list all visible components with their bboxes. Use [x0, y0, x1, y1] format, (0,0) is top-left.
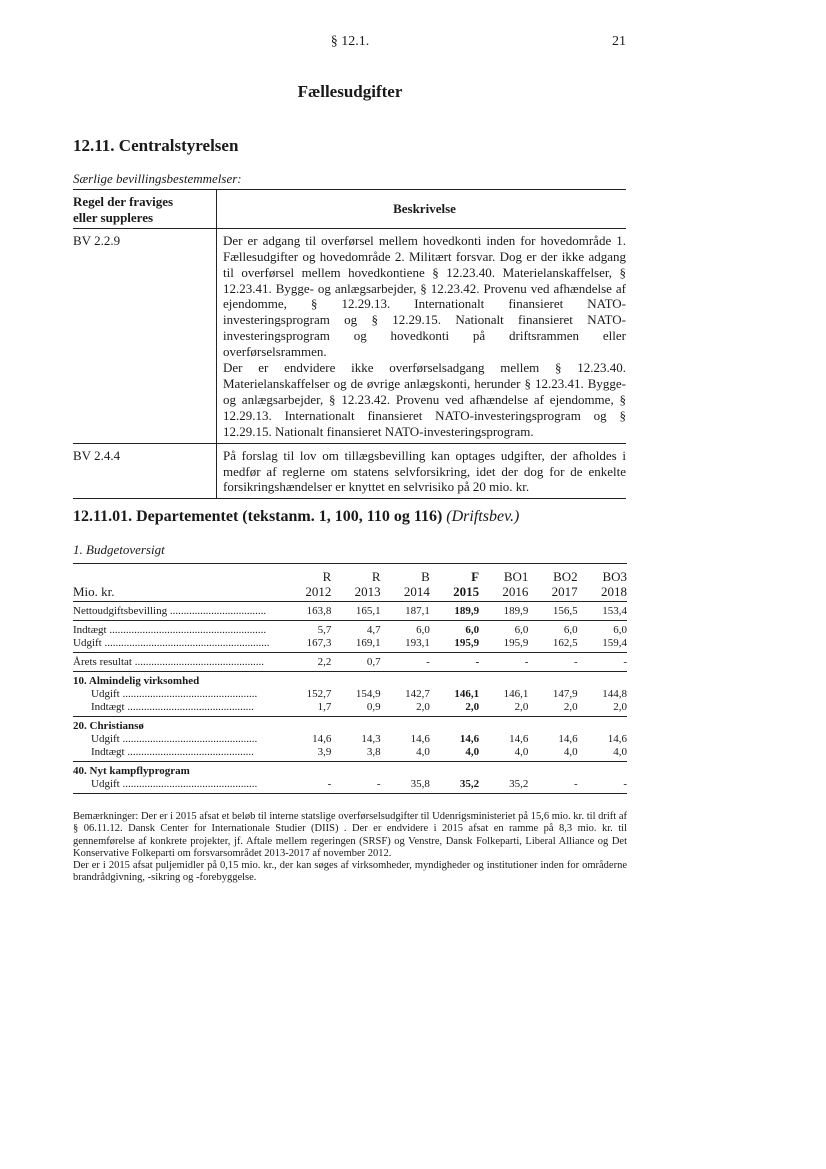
cell: 152,7	[306, 688, 332, 700]
section-title: 12.11. Centralstyrelsen	[73, 136, 239, 155]
subsection-title-tag: (Driftsbev.)	[446, 508, 520, 525]
cell: 6,0	[613, 624, 627, 636]
cell: 146,1	[454, 688, 480, 700]
cell: 14,6	[312, 733, 332, 745]
cell: 4,0	[578, 746, 627, 762]
description-cell	[217, 228, 627, 443]
row-label: Udgift .................................................	[91, 733, 258, 745]
cell: 147,9	[552, 688, 578, 700]
cell: 193,1	[381, 637, 430, 653]
cell: -	[578, 653, 627, 672]
cell: -	[578, 778, 627, 794]
cell: 0,9	[331, 701, 380, 717]
cell: 35,8	[381, 778, 430, 794]
page-title: Fællesudgifter	[297, 82, 403, 101]
col-header-beskrivelse: Beskrivelse	[217, 190, 627, 229]
cell: -	[430, 653, 479, 672]
col-year: 2017	[528, 584, 577, 602]
table-row	[73, 733, 627, 746]
cell: 165,1	[331, 602, 380, 621]
description-paragraph: Der er endvidere ikke overførselsadgang mellem § 12.23.40. Materielanskaffelser og de øvrige anlægskonti, herunder § 12.23.41. Bygge- og anlægsarbejder, § 12.23.42. Provenu ved afhændelse af ejendomme, § 12.29.13. Internationalt finansieret NATO-investeringsprogram og § 12.29.15. Nationalt finansieret NATO-investeringsprogram.	[223, 360, 626, 439]
cell: 35,2	[430, 778, 479, 794]
table-row	[73, 637, 627, 653]
description-paragraph: Der er adgang til overførsel mellem hovedkonti inden for hovedområde 1. Fællesudgifter og hovedområde 2. Militært forsvar. Dog er der ikke adgang til overførsel mellem hovedkontiene § 12.23.40. Materielanskaffelser, § 12.23.41. Bygge- og anlægsarbejder, § 12.23.42. Provenu ved afhændelse af ejendomme, § 12.29.13. Internationalt finansieret NATO-investeringsprogram og § 12.29.15. Nationalt finansieret NATO-investeringsprogram og hovedkonti på driftsrammen eller overførselsrammen.	[223, 232, 626, 360]
cell: -	[381, 653, 430, 672]
col-header-regel-line2: eller suppleres	[73, 209, 154, 225]
col-type: BO2	[553, 569, 578, 584]
cell: 146,1	[503, 688, 529, 700]
group-title-row	[73, 672, 627, 689]
col-type: BO3	[602, 569, 627, 584]
cell: 144,8	[602, 688, 627, 700]
cell: 189,9	[430, 602, 479, 621]
cell: 6,0	[563, 624, 578, 636]
bevilling-row	[73, 443, 626, 499]
budget-year-row	[73, 584, 627, 602]
cell: 14,3	[361, 733, 381, 745]
cell: 5,7	[317, 624, 332, 636]
col-header-regel	[73, 190, 217, 229]
budget-table	[73, 563, 627, 794]
cell: 169,1	[331, 637, 380, 653]
cell: 2,0	[430, 701, 479, 717]
cell: 6,0	[514, 624, 529, 636]
budget-type-row	[73, 569, 627, 584]
running-header-section: § 12.1.	[330, 34, 370, 49]
cell: 189,9	[479, 602, 528, 621]
cell: 3,9	[282, 746, 331, 762]
table-row	[73, 778, 627, 794]
cell: 2,0	[578, 701, 627, 717]
row-label: Indtægt ..............................................	[73, 746, 282, 762]
group-title: 40. Nyt kampflyprogram	[73, 765, 190, 777]
col-year: 2012	[282, 584, 331, 602]
cell: 14,6	[410, 733, 430, 745]
rule-cell: BV 2.4.4	[73, 447, 121, 463]
table-row	[73, 602, 627, 621]
note-paragraph: Bemærkninger: Der er i 2015 afsat et beløb til interne statslige overførselsudgifter til Udenrigsministeriet på 15,6 mio. kr. til drift af § 06.11.12. Dansk Center for Internationale Studier (DIIS) . Der er endvidere i 2015 afsat en ramme på 8,3 mio. kr. til gennemførelse af konkrete projekter, jf. Aftale mellem regeringen (SRSF) og Venstre, Dansk Folkeparti, Liberal Alliance og Det Konservative Folkeparti om forsvarsområdet 2013-2017 af november 2012.	[73, 811, 627, 859]
description-paragraph: På forslag til lov om tillægsbevilling kan optages udgifter, der afholdes i medfør af reglerne om statens selvforsikring, idet der dog for de enkelte forsikringshændelser er knyttet en selvrisiko på 20 mio. kr.	[223, 447, 626, 495]
col-header-regel-line1: Regel der fraviges	[73, 194, 174, 209]
col-type: B	[421, 569, 430, 584]
cell: 156,5	[528, 602, 577, 621]
row-label: Udgift ............................................................	[73, 637, 282, 653]
cell: 35,2	[479, 778, 528, 794]
cell: 159,4	[578, 637, 627, 653]
budget-notes	[73, 811, 627, 885]
cell: 14,6	[509, 733, 529, 745]
bevilling-subheading: Særlige bevillingsbestemmelser:	[73, 171, 242, 186]
cell: 6,0	[416, 624, 430, 636]
cell: 195,9	[430, 637, 479, 653]
cell: 2,2	[282, 653, 331, 672]
cell: 142,7	[405, 688, 430, 700]
group-title-row	[73, 762, 627, 779]
cell: 195,9	[479, 637, 528, 653]
cell: -	[282, 778, 331, 794]
cell: -	[528, 653, 577, 672]
cell: 162,5	[528, 637, 577, 653]
cell: 4,0	[381, 746, 430, 762]
cell: -	[528, 778, 577, 794]
col-type: R	[371, 569, 381, 584]
cell: 153,4	[578, 602, 627, 621]
row-label: Udgift .................................................	[91, 688, 258, 700]
bevilling-header-row	[73, 190, 626, 229]
cell: 14,6	[607, 733, 627, 745]
row-label: Udgift .................................................	[73, 778, 282, 794]
note-paragraph: Der er i 2015 afsat puljemidler på 0,15 mio. kr., der kan søges af virksomheder, myndigheder og institutioner inden for områderne brandrådgivning, -sikring og -forebyggelse.	[73, 860, 627, 884]
col-year: 2014	[381, 584, 430, 602]
cell: 4,0	[479, 746, 528, 762]
subsection-title	[73, 508, 519, 526]
cell: 6,0	[465, 624, 480, 636]
cell: -	[331, 778, 380, 794]
row-label: Indtægt .........................................................	[73, 624, 267, 636]
cell: 2,0	[479, 701, 528, 717]
cell: 4,7	[366, 624, 381, 636]
group-title: 20. Christiansø	[73, 720, 144, 732]
cell: 4,0	[430, 746, 479, 762]
cell: 167,3	[282, 637, 331, 653]
cell: 154,9	[355, 688, 381, 700]
bevilling-row	[73, 228, 626, 443]
table-row	[73, 688, 627, 701]
cell: 0,7	[331, 653, 380, 672]
table-row	[73, 746, 627, 762]
col-year: 2016	[479, 584, 528, 602]
col-year: 2018	[578, 584, 627, 602]
group-title: 10. Almindelig virksomhed	[73, 675, 200, 687]
table-row	[73, 621, 627, 638]
subsection-title-main: 12.11.01. Departementet (tekstanm. 1, 100, 110 og 116)	[73, 508, 443, 525]
cell: 14,6	[558, 733, 578, 745]
cell: 163,8	[282, 602, 331, 621]
col-type: BO1	[503, 569, 529, 584]
bevillingsbestemmelser-table	[73, 189, 626, 499]
description-cell	[217, 443, 627, 499]
cell: 4,0	[528, 746, 577, 762]
table-row	[73, 701, 627, 717]
col-type: R	[322, 569, 332, 584]
cell: 2,0	[528, 701, 577, 717]
table-row	[73, 653, 627, 672]
cell: 187,1	[381, 602, 430, 621]
cell: 3,8	[331, 746, 380, 762]
cell: -	[479, 653, 528, 672]
col-type: F	[471, 569, 480, 584]
cell: 2,0	[381, 701, 430, 717]
row-label: Indtægt ..............................................	[73, 701, 282, 717]
row-label: Nettoudgiftsbevilling ...................................	[73, 602, 282, 621]
budget-heading: 1. Budgetoversigt	[73, 542, 165, 557]
rule-cell: BV 2.2.9	[73, 232, 121, 248]
unit-label: Mio. kr.	[73, 584, 282, 602]
col-year: 2013	[331, 584, 380, 602]
cell: 14,6	[459, 733, 480, 745]
col-year: 2015	[430, 584, 479, 602]
cell: 1,7	[282, 701, 331, 717]
row-label: Årets resultat ...............................................	[73, 653, 282, 672]
group-title-row	[73, 717, 627, 734]
page-number: 21	[612, 34, 626, 49]
